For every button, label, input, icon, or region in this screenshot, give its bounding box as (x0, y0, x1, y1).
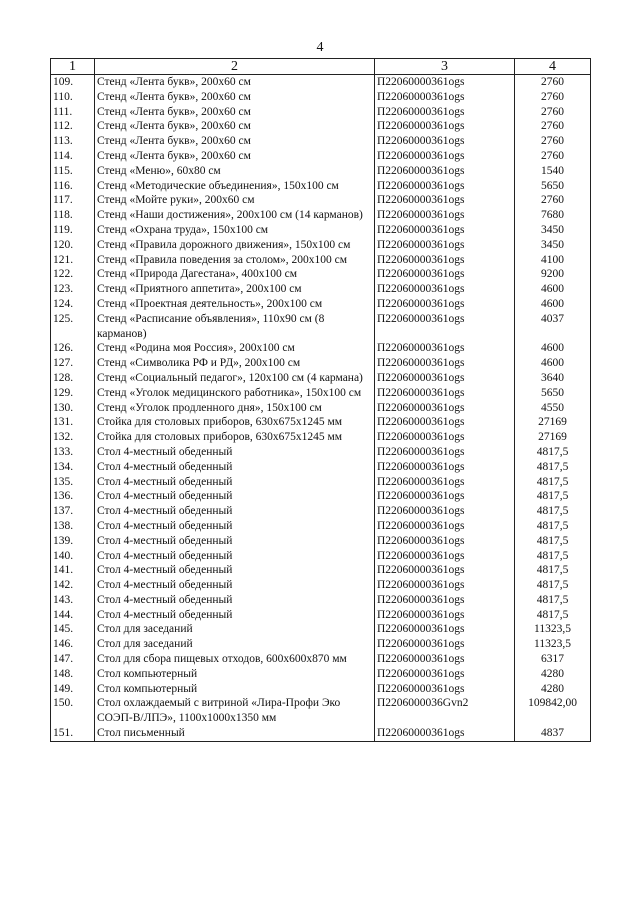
item-price: 2760 (515, 119, 591, 134)
table-row (51, 430, 591, 445)
table-row (51, 253, 591, 268)
item-name: Стенд «Социальный педагог», 120х100 см (4 кармана) (95, 371, 375, 386)
item-code: П22060000361ogs (375, 415, 515, 430)
table-row (51, 667, 591, 682)
item-name: Стенд «Расписание объявления», 110х90 см (8 карманов) (95, 312, 375, 342)
row-number: 143. (51, 593, 95, 608)
item-code: П22060000361ogs (375, 549, 515, 564)
row-number: 144. (51, 608, 95, 623)
item-name: Стол 4-местный обеденный (95, 593, 375, 608)
table-row (51, 726, 591, 741)
header-col-price: 4 (515, 59, 591, 75)
table-row (51, 489, 591, 504)
item-price: 9200 (515, 267, 591, 282)
item-price: 3450 (515, 238, 591, 253)
table-row (51, 208, 591, 223)
item-price: 4817,5 (515, 519, 591, 534)
row-number: 125. (51, 312, 95, 342)
item-name: Стол 4-местный обеденный (95, 534, 375, 549)
row-number: 122. (51, 267, 95, 282)
row-number: 149. (51, 682, 95, 697)
table-row (51, 341, 591, 356)
item-code: П22060000361ogs (375, 475, 515, 490)
row-number: 123. (51, 282, 95, 297)
item-price: 4280 (515, 682, 591, 697)
item-code: П22060000361ogs (375, 519, 515, 534)
item-price: 2760 (515, 193, 591, 208)
header-col-name: 2 (95, 59, 375, 75)
item-price: 2760 (515, 134, 591, 149)
item-code: П22060000361ogs (375, 371, 515, 386)
table-row (51, 578, 591, 593)
row-number: 139. (51, 534, 95, 549)
table-row (51, 622, 591, 637)
item-name: Стол 4-местный обеденный (95, 504, 375, 519)
inventory-table (50, 58, 591, 742)
table-row (51, 475, 591, 490)
item-name: Стенд «Меню», 60х80 см (95, 164, 375, 179)
row-number: 113. (51, 134, 95, 149)
table-row (51, 134, 591, 149)
item-name: Стол компьютерный (95, 682, 375, 697)
item-code: П22060000361ogs (375, 534, 515, 549)
item-name: Стойка для столовых приборов, 630х675х1245 мм (95, 415, 375, 430)
item-name: Стол для сбора пищевых отходов, 600х600х870 мм (95, 652, 375, 667)
item-price: 4817,5 (515, 504, 591, 519)
table-header-row (51, 59, 591, 75)
item-code: П22060000361ogs (375, 238, 515, 253)
item-code: П22060000361ogs (375, 208, 515, 223)
item-code: П22060000361ogs (375, 149, 515, 164)
item-name: Стенд «Лента букв», 200х60 см (95, 105, 375, 120)
item-name: Стенд «Природа Дагестана», 400х100 см (95, 267, 375, 282)
item-price: 2760 (515, 90, 591, 105)
item-code: П22060000361ogs (375, 608, 515, 623)
item-price: 7680 (515, 208, 591, 223)
item-name: Стенд «Методические объединения», 150х100 см (95, 179, 375, 194)
item-name: Стол 4-местный обеденный (95, 460, 375, 475)
item-code: П22060000361ogs (375, 223, 515, 238)
item-price: 11323,5 (515, 622, 591, 637)
item-price: 6317 (515, 652, 591, 667)
item-price: 3640 (515, 371, 591, 386)
item-code: П22060000361ogs (375, 312, 515, 342)
table-row (51, 534, 591, 549)
row-number: 118. (51, 208, 95, 223)
row-number: 134. (51, 460, 95, 475)
table-row (51, 371, 591, 386)
item-name: Стенд «Приятного аппетита», 200х100 см (95, 282, 375, 297)
item-price: 4817,5 (515, 549, 591, 564)
table-row (51, 297, 591, 312)
item-price: 3450 (515, 223, 591, 238)
table-row (51, 75, 591, 90)
row-number: 141. (51, 563, 95, 578)
row-number: 132. (51, 430, 95, 445)
row-number: 140. (51, 549, 95, 564)
table-row (51, 593, 591, 608)
row-number: 150. (51, 696, 95, 726)
item-price: 5650 (515, 179, 591, 194)
item-price: 27169 (515, 430, 591, 445)
item-code: П22060000361ogs (375, 134, 515, 149)
item-name: Стол для заседаний (95, 622, 375, 637)
item-name: Стол 4-местный обеденный (95, 563, 375, 578)
item-price: 4100 (515, 253, 591, 268)
item-code: П22060000361ogs (375, 75, 515, 90)
item-name: Стол 4-местный обеденный (95, 489, 375, 504)
item-name: Стенд «Наши достижения», 200х100 см (14 карманов) (95, 208, 375, 223)
item-name: Стенд «Мойте руки», 200х60 см (95, 193, 375, 208)
item-code: П22060000361ogs (375, 267, 515, 282)
item-price: 2760 (515, 75, 591, 90)
table-body (51, 75, 591, 742)
row-number: 138. (51, 519, 95, 534)
row-number: 147. (51, 652, 95, 667)
row-number: 133. (51, 445, 95, 460)
item-code: П22060000361ogs (375, 460, 515, 475)
item-name: Стол 4-местный обеденный (95, 445, 375, 460)
row-number: 135. (51, 475, 95, 490)
table-row (51, 563, 591, 578)
table-row (51, 282, 591, 297)
item-code: П22060000361ogs (375, 356, 515, 371)
item-code: П22060000361ogs (375, 652, 515, 667)
row-number: 148. (51, 667, 95, 682)
item-code: П22060000361ogs (375, 282, 515, 297)
row-number: 114. (51, 149, 95, 164)
row-number: 121. (51, 253, 95, 268)
item-price: 4817,5 (515, 534, 591, 549)
item-name: Стенд «Правила дорожного движения», 150х100 см (95, 238, 375, 253)
item-name: Стенд «Лента букв», 200х60 см (95, 90, 375, 105)
item-code: П22060000361ogs (375, 253, 515, 268)
row-number: 131. (51, 415, 95, 430)
table-row (51, 386, 591, 401)
page-number: 4 (316, 40, 324, 55)
item-name: Стенд «Лента букв», 200х60 см (95, 119, 375, 134)
item-price: 4280 (515, 667, 591, 682)
item-code: П22060000361ogs (375, 622, 515, 637)
item-code: П22060000361ogs (375, 593, 515, 608)
table-row (51, 179, 591, 194)
row-number: 117. (51, 193, 95, 208)
table-row (51, 504, 591, 519)
item-name: Стол 4-местный обеденный (95, 475, 375, 490)
table-row (51, 90, 591, 105)
item-code: П22060000361ogs (375, 105, 515, 120)
table-row (51, 445, 591, 460)
row-number: 128. (51, 371, 95, 386)
item-name: Стенд «Охрана труда», 150х100 см (95, 223, 375, 238)
row-number: 112. (51, 119, 95, 134)
table-row (51, 356, 591, 371)
item-name: Стойка для столовых приборов, 630х675х1245 мм (95, 430, 375, 445)
item-price: 4817,5 (515, 563, 591, 578)
row-number: 116. (51, 179, 95, 194)
row-number: 151. (51, 726, 95, 741)
item-price: 4600 (515, 297, 591, 312)
item-name: Стенд «Уголок продленного дня», 150х100 см (95, 401, 375, 416)
item-price: 2760 (515, 105, 591, 120)
table-row (51, 267, 591, 282)
table-row (51, 105, 591, 120)
table-row (51, 401, 591, 416)
item-price: 4817,5 (515, 475, 591, 490)
table-row (51, 238, 591, 253)
table-row (51, 519, 591, 534)
row-number: 126. (51, 341, 95, 356)
item-code: П22060000361ogs (375, 445, 515, 460)
item-price: 109842,00 (515, 696, 591, 726)
row-number: 119. (51, 223, 95, 238)
item-name: Стенд «Символика РФ и РД», 200х100 см (95, 356, 375, 371)
item-code: П22060000361ogs (375, 578, 515, 593)
item-price: 4037 (515, 312, 591, 342)
item-name: Стол для заседаний (95, 637, 375, 652)
item-price: 4600 (515, 282, 591, 297)
item-name: Стол компьютерный (95, 667, 375, 682)
item-code: П22060000361ogs (375, 341, 515, 356)
row-number: 111. (51, 105, 95, 120)
item-price: 2760 (515, 149, 591, 164)
item-price: 5650 (515, 386, 591, 401)
row-number: 129. (51, 386, 95, 401)
item-price: 4600 (515, 356, 591, 371)
item-name: Стенд «Лента букв», 200х60 см (95, 149, 375, 164)
item-name: Стол охлаждаемый с витриной «Лира-Профи Эко СОЭП-В/ЛПЭ», 1100х1000х1350 мм (95, 696, 375, 726)
item-code: П2206000036Gvn2 (375, 696, 515, 726)
item-price: 27169 (515, 415, 591, 430)
item-name: Стенд «Проектная деятельность», 200х100 см (95, 297, 375, 312)
item-code: П22060000361ogs (375, 179, 515, 194)
row-number: 110. (51, 90, 95, 105)
item-price: 4837 (515, 726, 591, 741)
row-number: 145. (51, 622, 95, 637)
item-name: Стенд «Родина моя Россия», 200х100 см (95, 341, 375, 356)
item-price: 4600 (515, 341, 591, 356)
item-code: П22060000361ogs (375, 119, 515, 134)
item-name: Стол 4-местный обеденный (95, 549, 375, 564)
item-price: 4817,5 (515, 593, 591, 608)
item-name: Стенд «Лента букв», 200х60 см (95, 134, 375, 149)
item-code: П22060000361ogs (375, 489, 515, 504)
item-name: Стол 4-местный обеденный (95, 519, 375, 534)
item-price: 1540 (515, 164, 591, 179)
item-price: 4817,5 (515, 489, 591, 504)
item-name: Стенд «Уголок медицинского работника», 150х100 см (95, 386, 375, 401)
item-code: П22060000361ogs (375, 164, 515, 179)
item-code: П22060000361ogs (375, 504, 515, 519)
item-price: 4817,5 (515, 445, 591, 460)
table-row (51, 608, 591, 623)
row-number: 115. (51, 164, 95, 179)
item-code: П22060000361ogs (375, 430, 515, 445)
row-number: 130. (51, 401, 95, 416)
item-price: 4817,5 (515, 578, 591, 593)
item-code: П22060000361ogs (375, 193, 515, 208)
item-code: П22060000361ogs (375, 386, 515, 401)
item-price: 4817,5 (515, 460, 591, 475)
table-row (51, 312, 591, 342)
table-row (51, 652, 591, 667)
item-code: П22060000361ogs (375, 637, 515, 652)
row-number: 136. (51, 489, 95, 504)
header-col-number: 1 (51, 59, 95, 75)
table-row (51, 637, 591, 652)
item-price: 11323,5 (515, 637, 591, 652)
item-code: П22060000361ogs (375, 297, 515, 312)
item-name: Стенд «Правила поведения за столом», 200х100 см (95, 253, 375, 268)
table-row (51, 149, 591, 164)
item-name: Стенд «Лента букв», 200х60 см (95, 75, 375, 90)
row-number: 127. (51, 356, 95, 371)
item-name: Стол 4-местный обеденный (95, 608, 375, 623)
row-number: 142. (51, 578, 95, 593)
item-code: П22060000361ogs (375, 401, 515, 416)
item-code: П22060000361ogs (375, 90, 515, 105)
header-col-code: 3 (375, 59, 515, 75)
item-code: П22060000361ogs (375, 682, 515, 697)
table-row (51, 696, 591, 726)
item-code: П22060000361ogs (375, 667, 515, 682)
table-row (51, 193, 591, 208)
row-number: 124. (51, 297, 95, 312)
item-code: П22060000361ogs (375, 563, 515, 578)
table-row (51, 223, 591, 238)
item-price: 4817,5 (515, 608, 591, 623)
row-number: 146. (51, 637, 95, 652)
item-name: Стол 4-местный обеденный (95, 578, 375, 593)
table-row (51, 119, 591, 134)
table-row (51, 415, 591, 430)
table-row (51, 682, 591, 697)
table-row (51, 164, 591, 179)
row-number: 120. (51, 238, 95, 253)
table-row (51, 460, 591, 475)
item-code: П22060000361ogs (375, 726, 515, 741)
row-number: 109. (51, 75, 95, 90)
item-name: Стол письменный (95, 726, 375, 741)
item-price: 4550 (515, 401, 591, 416)
row-number: 137. (51, 504, 95, 519)
table-row (51, 549, 591, 564)
